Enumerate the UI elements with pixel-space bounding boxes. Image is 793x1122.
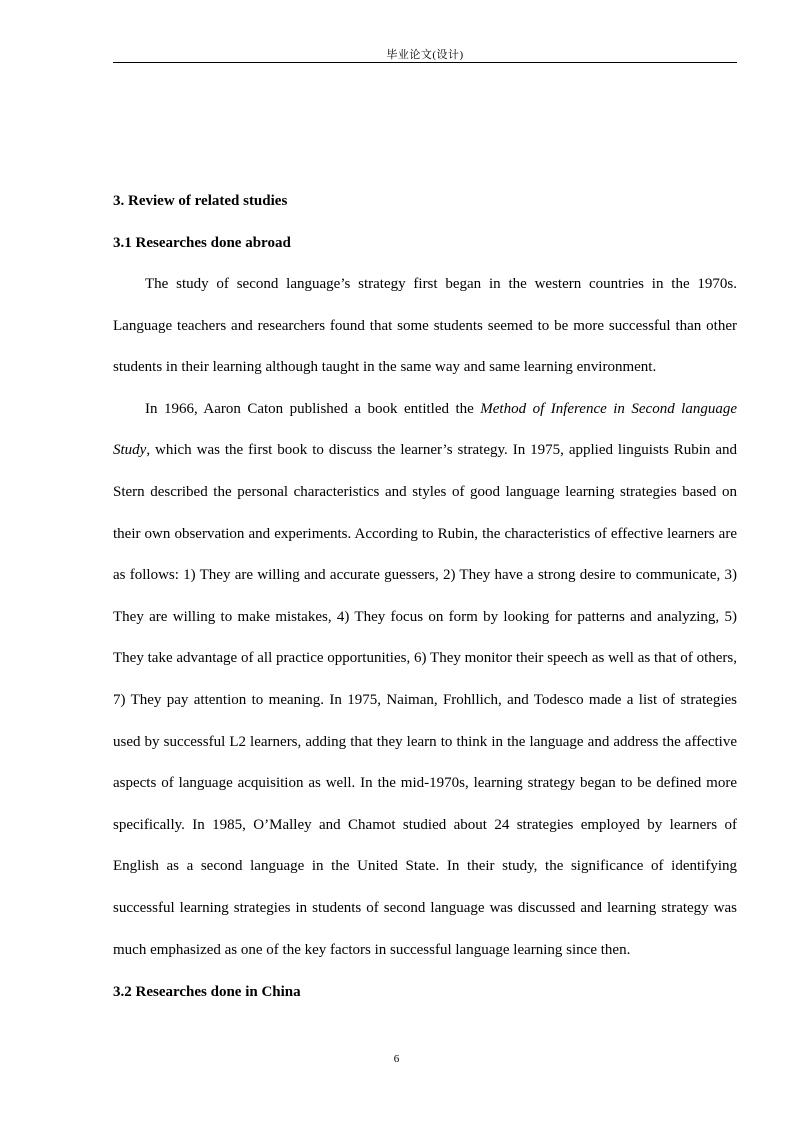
section-heading: 3. Review of related studies <box>113 193 288 209</box>
paragraph-2-text-before: In 1966, Aaron Caton published a book entitled the <box>145 400 481 417</box>
paragraph-1: The study of second language’s strategy first began in the western countries in the 1970s. Language teachers and researchers found that some students seemed to be more successful than other students in their learning although taught in the same way and same learning environment. <box>113 276 737 376</box>
book-title: Method of Inference in Second language Study <box>113 400 738 459</box>
subsection-heading-abroad: 3.1 Researches done abroad <box>113 235 291 251</box>
page-number: 6 <box>393 1053 400 1065</box>
subsection-heading-china: 3.2 Researches done in China <box>113 984 301 1001</box>
running-header: 毕业论文(设计) <box>386 49 464 61</box>
page-body <box>113 180 737 1013</box>
paragraph-2-text-after: , which was the first book to discuss the learner’s strategy. In 1975, applied linguists Rubin and Stern described the personal characteristics and styles of good language learning strategies based on their own observation and experiments. According to Rubin, the characteristics of effective learners are as follows: 1) They are willing and accurate guessers, 2) They have a strong desire to communicate, 3) They are willing to make mistakes, 4) They focus on form by looking for patterns and analyzing, 5) They take advantage of all practice opportunities, 6) They monitor their speech as well as that of others, 7) They pay attention to meaning. In 1975, Naiman, Frohllich, and Todesco made a list of strategies used by successful L2 learners, adding that they learn to think in the language and address the affective aspects of language acquisition as well. In the mid-1970s, learning strategy began to be defined more specifically. In 1985, O’Malley and Chamot studied about 24 strategies employed by learners of English as a second language in the United State. In their study, the significance of identifying successful learning strategies in students of second language was discussed and learning strategy was much emphasized as one of the key factors in successful language learning since then. <box>113 442 737 958</box>
header-rule <box>113 62 737 63</box>
paragraph-2 <box>113 389 737 971</box>
